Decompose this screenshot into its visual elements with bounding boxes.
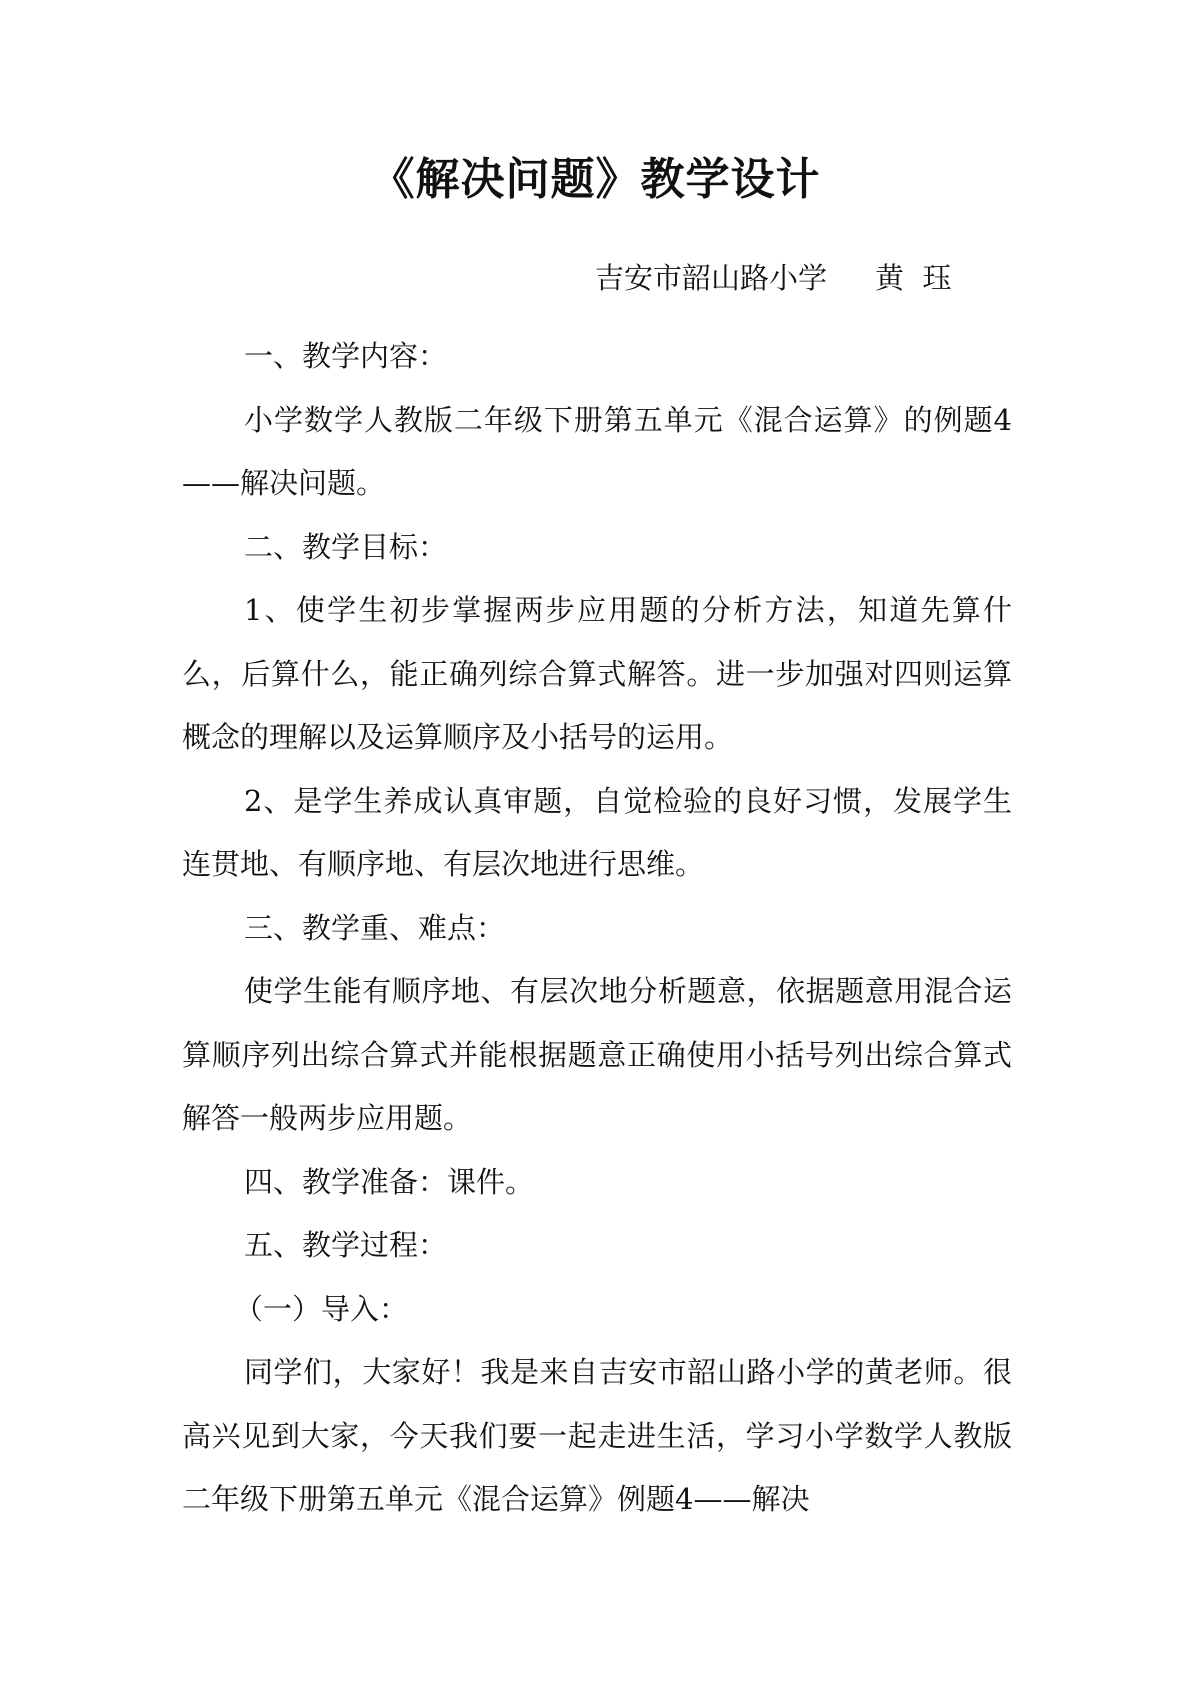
document-title: 《解决问题》教学设计 [370,154,821,205]
section-heading-content: 一、教学内容： [244,339,448,373]
paragraph-intro: 同学们，大家好！我是来自吉安市韶山路小学的黄老师。很高兴见到大家，今天我们要一起走进生活，学习小学数学人教版二年级下册第五单元《混合运算》例题4——解决 [182,1355,1012,1516]
section-heading-objectives: 二、教学目标： [244,529,448,564]
paragraph-objective-2: 2、是学生养成认真审题，自觉检验的良好习惯，发展学生连贯地、有顺序地、有层次地进行思维。 [182,783,1012,881]
section-heading-process: 五、教学过程： [244,1228,448,1262]
paragraph-key-points: 使学生能有顺序地、有层次地分析题意，依据题意用混合运算顺序列出综合算式并能根据题意正确使用小括号列出综合算式解答一般两步应用题。 [182,974,1012,1135]
paragraph-content: 小学数学人教版二年级下册第五单元《混合运算》的例题4——解决问题。 [182,402,1012,500]
author-name: 黄 珏 [875,261,952,295]
subsection-heading-intro: （一）导入： [234,1291,409,1326]
paragraph-objective-1: 1、使学生初步掌握两步应用题的分析方法，知道先算什么，后算什么，能正确列综合算式解答。进一步加强对四则运算概念的理解以及运算顺序及小括号的运用。 [182,593,1012,754]
document-body [182,325,1012,1532]
section-heading-preparation: 四、教学准备：课件。 [244,1164,535,1199]
section-heading-key-points: 三、教学重、难点： [244,910,506,945]
author-line [595,258,951,298]
author-school: 吉安市韶山路小学 [595,261,828,295]
